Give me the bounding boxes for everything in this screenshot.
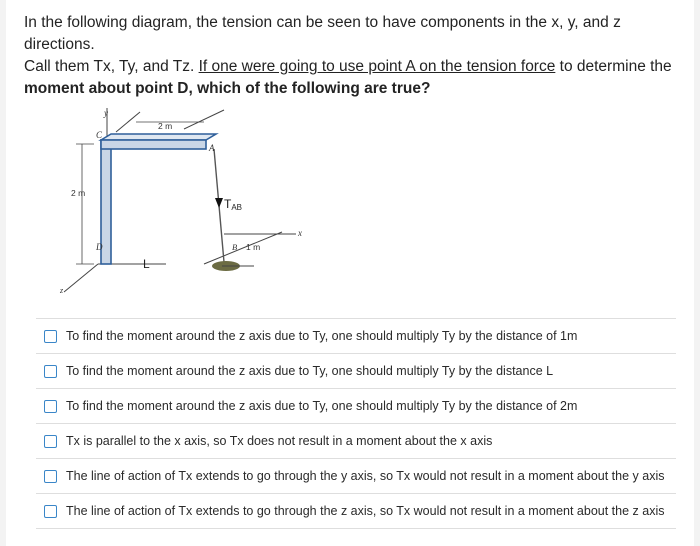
label-c: C	[96, 130, 103, 140]
option-1[interactable]	[36, 318, 676, 353]
question-line-1: In the following diagram, the tension can be seen to have components in the x, y, and z directions.	[24, 14, 621, 53]
question-line-2b: to determine the	[555, 58, 672, 75]
option-4[interactable]	[36, 423, 676, 458]
option-3[interactable]	[36, 388, 676, 423]
checkbox-icon[interactable]	[44, 435, 57, 448]
checkbox-icon[interactable]	[44, 505, 57, 518]
label-b: B	[232, 242, 238, 252]
option-2[interactable]	[36, 353, 676, 388]
diagram-svg	[54, 104, 324, 294]
tension-diagram	[54, 104, 324, 294]
option-6[interactable]	[36, 493, 676, 529]
checkbox-icon[interactable]	[44, 330, 57, 343]
option-label: To find the moment around the z axis due to Ty, one should multiply Ty by the distance of 1m	[66, 329, 578, 343]
tension-arrow	[215, 198, 223, 208]
question-line-2-underlined: If one were going to use point A on the tension force	[198, 58, 556, 75]
checkbox-icon[interactable]	[44, 470, 57, 483]
x-axis-line	[204, 232, 282, 264]
question-text	[24, 12, 684, 100]
question-line-2a: Call them Tx, Ty, and Tz.	[24, 58, 199, 75]
label-x: x	[298, 228, 302, 238]
horizontal-arm-top	[101, 134, 216, 140]
option-label: The line of action of Tx extends to go through the y axis, so Tx would not result in a moment about the y axis	[66, 469, 665, 483]
checkbox-icon[interactable]	[44, 400, 57, 413]
label-tab: TAB	[224, 197, 243, 212]
label-d: D	[96, 242, 103, 252]
label-1m: 1 m	[246, 242, 261, 252]
option-label: To find the moment around the z axis due to Ty, one should multiply Ty by the distance L	[66, 364, 554, 378]
option-label: To find the moment around the z axis due to Ty, one should multiply Ty by the distance of 2m	[66, 399, 578, 413]
horizontal-arm	[101, 140, 206, 149]
checkbox-icon[interactable]	[44, 365, 57, 378]
label-z: z	[60, 286, 64, 294]
question-line-3: moment about point D, which of the following are true?	[24, 80, 431, 97]
label-a: A	[209, 143, 215, 153]
label-2m-left: 2 m	[71, 188, 86, 198]
label-l: L	[143, 257, 150, 271]
question-card	[6, 0, 694, 546]
option-label: The line of action of Tx extends to go through the z axis, so Tx would not result in a moment about the z axis	[66, 504, 665, 518]
label-2m-top: 2 m	[158, 121, 173, 131]
option-5[interactable]	[36, 458, 676, 493]
z-axis-line	[64, 264, 98, 292]
vertical-post	[101, 140, 111, 264]
label-y: y	[104, 108, 108, 118]
option-label: Tx is parallel to the x axis, so Tx does not result in a moment about the x axis	[66, 434, 493, 448]
answer-options	[36, 318, 676, 529]
